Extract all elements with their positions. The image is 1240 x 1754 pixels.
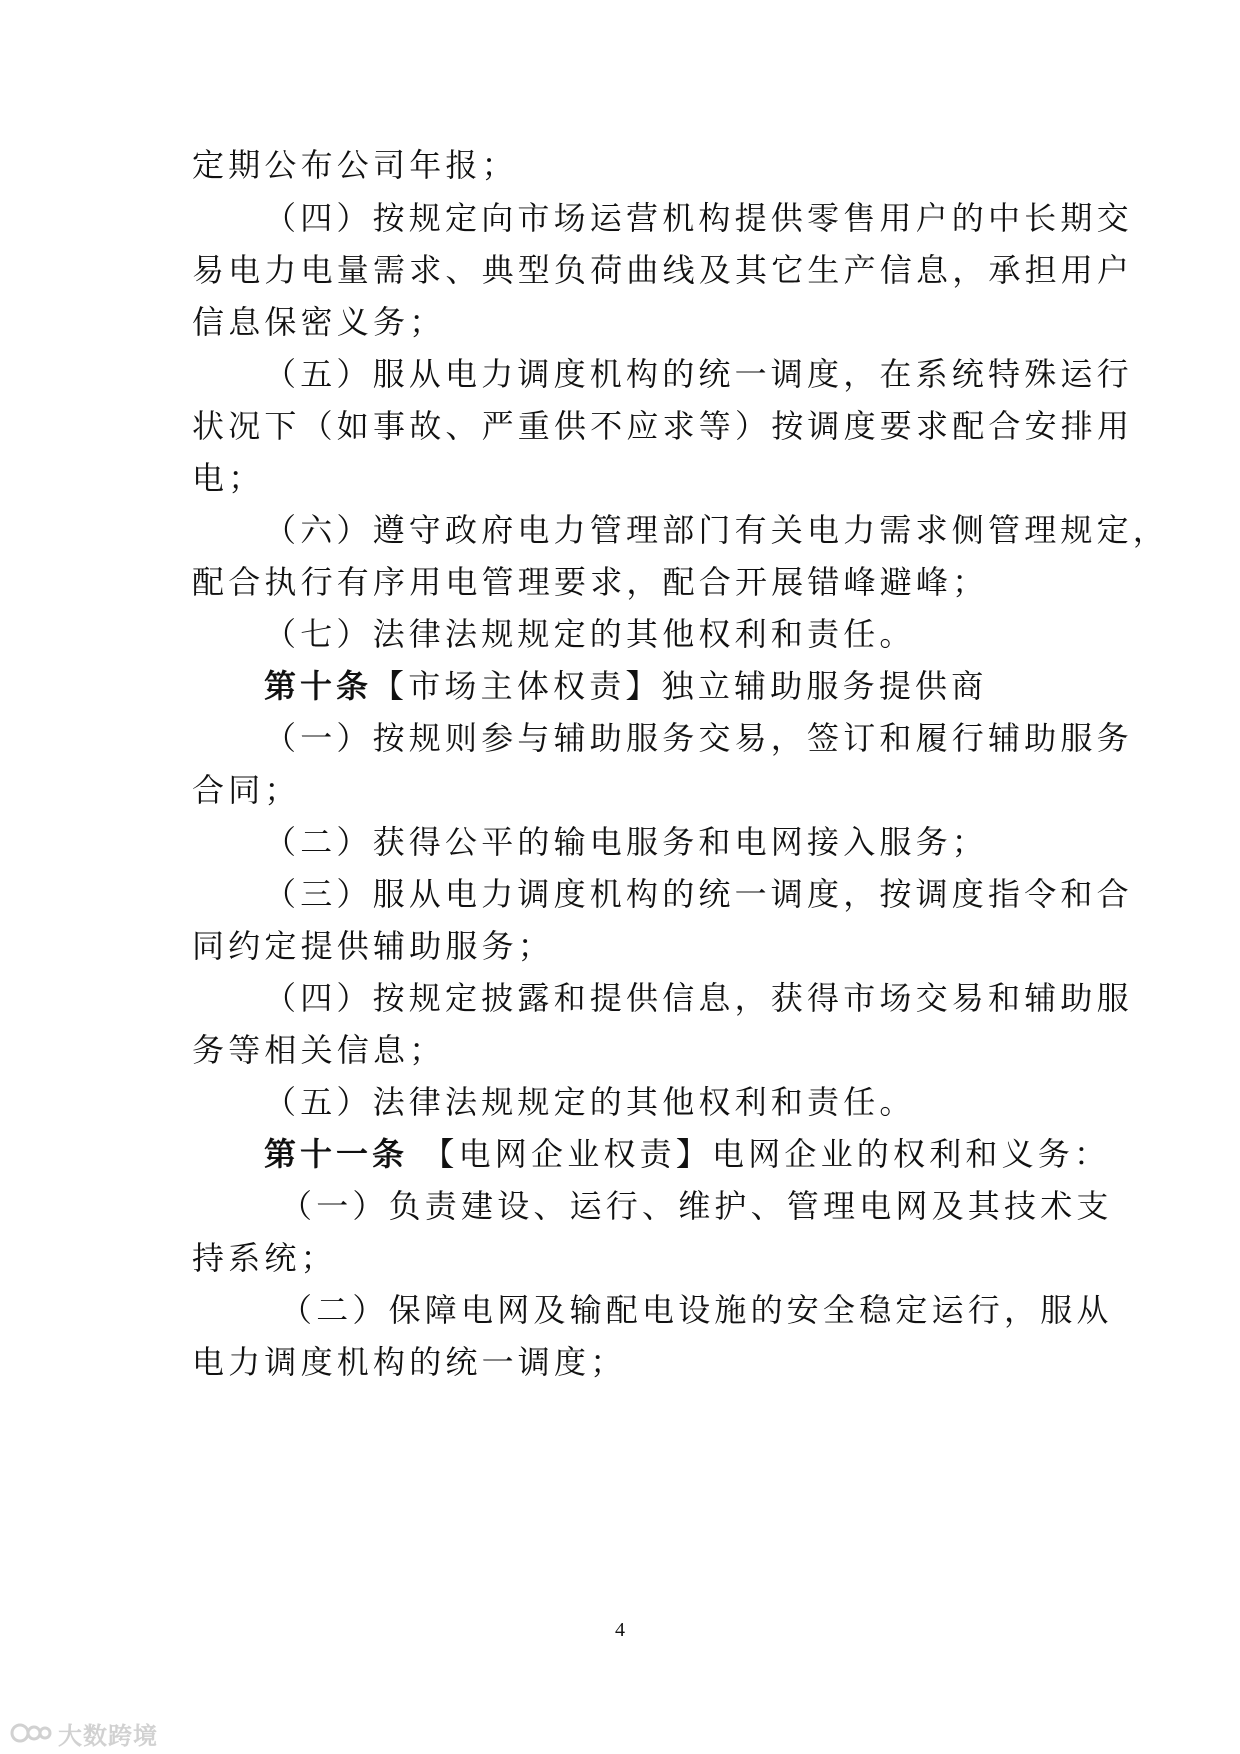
text-line: 电； — [192, 459, 265, 497]
text-line: （七）法律法规规定的其他权利和责任。 — [264, 615, 916, 653]
text-line: （五）服从电力调度机构的统一调度，在系统特殊运行 — [264, 355, 1133, 393]
article-number: 第十一条 — [264, 1135, 409, 1173]
article-title: 【电网企业权责】电网企业的权利和义务： — [408, 1135, 1111, 1173]
text-line: （六）遵守政府电力管理部门有关电力需求侧管理规定， — [264, 511, 1170, 549]
text-line: 持系统； — [192, 1239, 337, 1277]
page-number: 4 — [615, 1619, 625, 1641]
article-number: 第十条 — [264, 667, 373, 705]
text-line: 配合执行有序用电管理要求，配合开展错峰避峰； — [192, 563, 989, 601]
text-line: 状况下（如事故、严重供不应求等）按调度要求配合安排用 — [192, 407, 1134, 445]
text-line: （一）负责建设、运行、维护、管理电网及其技术支 — [280, 1187, 1113, 1225]
text-line: 合同； — [192, 771, 301, 809]
text-line: （三）服从电力调度机构的统一调度，按调度指令和合 — [264, 875, 1133, 913]
text-line: 定期公布公司年报； — [192, 146, 518, 184]
article-title: 【市场主体权责】独立辅助服务提供商 — [372, 667, 988, 705]
text-line: （四）按规定披露和提供信息，获得市场交易和辅助服 — [264, 979, 1133, 1017]
text-line: 信息保密义务； — [192, 303, 446, 341]
watermark-logo-icon — [10, 1720, 52, 1746]
text-line: （四）按规定向市场运营机构提供零售用户的中长期交 — [264, 199, 1133, 237]
watermark — [10, 1718, 158, 1748]
watermark-text: 大数跨境 — [58, 1721, 158, 1750]
text-line: （二）获得公平的输电服务和电网接入服务； — [264, 823, 989, 861]
text-line: （一）按规则参与辅助服务交易，签订和履行辅助服务 — [264, 719, 1133, 757]
text-line: 务等相关信息； — [192, 1031, 446, 1069]
text-line: 同约定提供辅助服务； — [192, 927, 555, 965]
text-line: （五）法律法规规定的其他权利和责任。 — [264, 1083, 916, 1121]
text-line: 电力调度机构的统一调度； — [192, 1343, 627, 1381]
text-line: （二）保障电网及输配电设施的安全稳定运行，服从 — [280, 1291, 1113, 1329]
article-heading — [264, 1134, 1111, 1174]
text-line: 易电力电量需求、典型负荷曲线及其它生产信息，承担用户 — [192, 251, 1134, 289]
article-heading — [264, 666, 1072, 706]
